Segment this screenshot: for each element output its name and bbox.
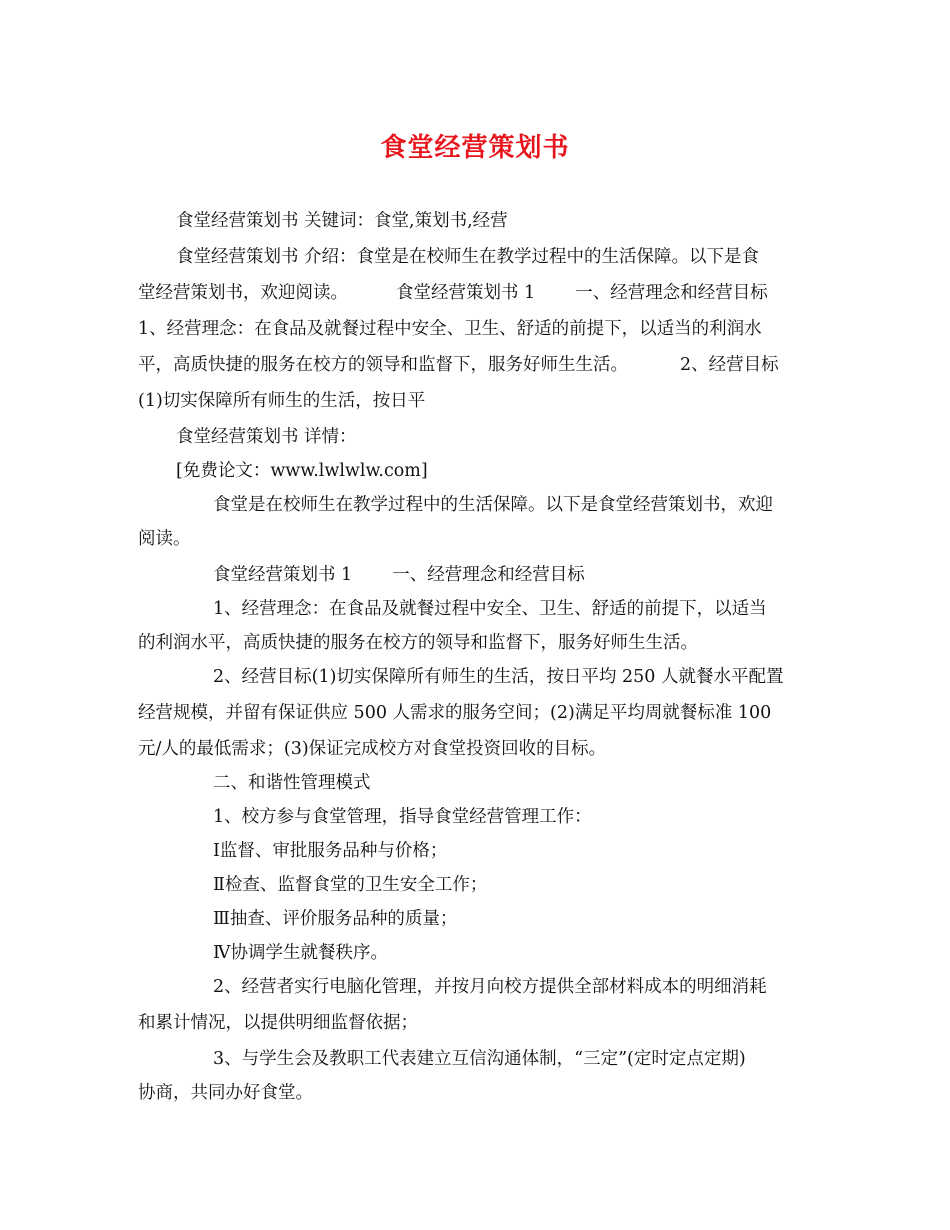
body-paragraph-2-part-b: 一、经营理念和经营目标	[392, 565, 585, 585]
source-line: [免费论文：www.lwlwlw.com]	[176, 461, 428, 481]
list-item-1: Ⅰ监督、审批服务品种与价格；	[213, 841, 448, 861]
intro-line-2-part-a: 堂经营策划书，欢迎阅读。	[138, 283, 348, 303]
body-paragraph-6: 1、校方参与食堂管理，指导食堂经营管理工作：	[213, 807, 592, 827]
details-label: 食堂经营策划书 详情：	[176, 427, 357, 447]
intro-line-5: (1)切实保障所有师生的生活，按日平	[138, 391, 426, 411]
list-item-3: Ⅲ抽查、评价服务品种的质量；	[213, 909, 458, 929]
intro-line-4-part-b: 2、经营目标	[680, 355, 779, 375]
body-paragraph-2-part-a: 食堂经营策划书 1	[213, 565, 353, 585]
body-paragraph-12-line-1: 3、与学生会及教职工代表建立互信沟通体制，“三定”(定时定点定期)	[213, 1049, 746, 1069]
intro-line-2	[138, 280, 768, 306]
list-item-2: Ⅱ检查、监督食堂的卫生安全工作；	[213, 875, 488, 895]
intro-line-4	[138, 352, 779, 378]
intro-line-1: 食堂经营策划书 介绍：食堂是在校师生在教学过程中的生活保障。以下是食	[176, 247, 760, 267]
document-title: 食堂经营策划书	[380, 133, 570, 163]
keywords-line: 食堂经营策划书 关键词：食堂,策划书,经营	[176, 211, 508, 231]
intro-line-4-part-a: 平，高质快捷的服务在校方的领导和监督下，服务好师生生活。	[138, 355, 628, 375]
body-paragraph-1-line-2: 阅读。	[138, 529, 191, 549]
intro-line-2-part-c: 一、经营理念和经营目标	[575, 283, 768, 303]
body-paragraph-11-line-2: 和累计情况，以提供明细监督依据；	[138, 1013, 418, 1033]
section-heading-management: 二、和谐性管理模式	[213, 773, 371, 793]
intro-line-2-part-b: 食堂经营策划书 1	[396, 283, 536, 303]
body-paragraph-4-line-3: 元/人的最低需求；(3)保证完成校方对食堂投资回收的目标。	[138, 739, 607, 759]
body-paragraph-4-line-2: 经营规模，并留有保证供应 500 人需求的服务空间；(2)满足平均周就餐标准 100	[138, 703, 772, 723]
body-paragraph-12-line-2: 协商，共同办好食堂。	[138, 1083, 313, 1103]
body-paragraph-3-line-2: 的利润水平，高质快捷的服务在校方的领导和监督下，服务好师生生活。	[138, 633, 698, 653]
body-paragraph-3-line-1: 1、经营理念：在食品及就餐过程中安全、卫生、舒适的前提下，以适当	[213, 599, 767, 619]
body-paragraph-1-line-1: 食堂是在校师生在教学过程中的生活保障。以下是食堂经营策划书，欢迎	[213, 495, 773, 515]
list-item-4: Ⅳ协调学生就餐秩序。	[213, 943, 388, 963]
body-paragraph-11-line-1: 2、经营者实行电脑化管理，并按月向校方提供全部材料成本的明细消耗	[213, 977, 767, 997]
body-paragraph-4-line-1: 2、经营目标(1)切实保障所有师生的生活，按日平均 250 人就餐水平配置	[213, 667, 784, 687]
body-paragraph-2	[213, 562, 585, 588]
intro-line-3: 1、经营理念：在食品及就餐过程中安全、卫生、舒适的前提下，以适当的利润水	[138, 319, 762, 339]
